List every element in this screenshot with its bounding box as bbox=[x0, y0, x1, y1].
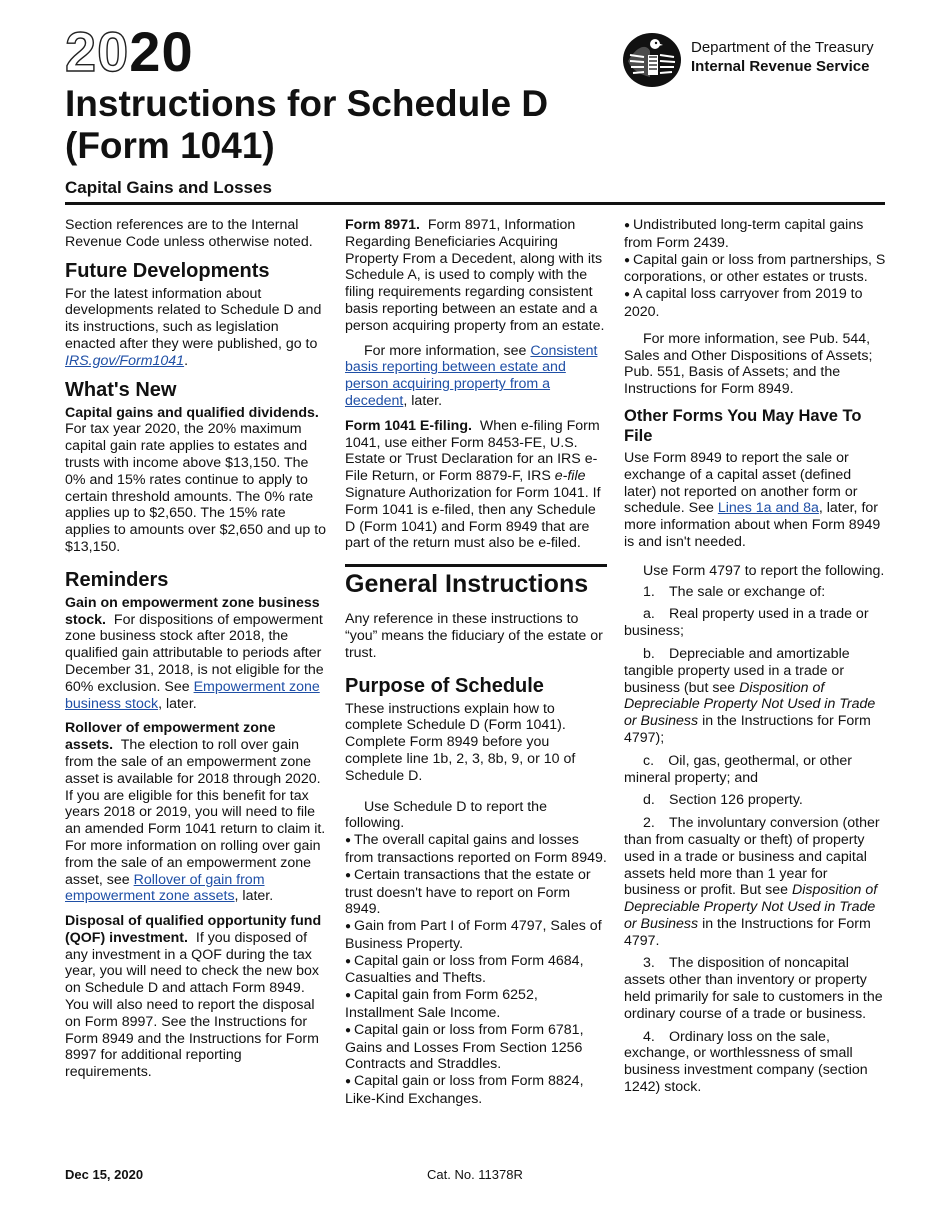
item-3: 3. The disposition of noncapital assets other than inventory or property held primarily for sale to customers in the ordinary course of a trade or business. bbox=[624, 955, 883, 1022]
item-b: b. Depreciable and amortizable tangible property used in a trade or business (but see Disposition of Depreciable Property Not Used in Trade or Business in the Instructions for Form 4797); bbox=[624, 645, 876, 746]
form-4797-text: Use Form 4797 to report the following. bbox=[643, 562, 885, 579]
more-info-paragraph: For more information, see Consistent basis reporting between estate and person acquiring property from a decedent, later. bbox=[345, 342, 598, 409]
form-year: 2020 bbox=[65, 20, 194, 83]
consistent-basis-link[interactable]: Consistent basis reporting between estate and person acquiring property from a decedent bbox=[345, 342, 598, 409]
other-forms-text: Use Form 8949 to report the sale or exchange of a capital asset (defined later) not reported on another form or schedule. See Lines 1a and 8a, later, for more information about when Form 8949 is and isn't needed. bbox=[624, 449, 881, 550]
heading-whats-new: What's New bbox=[65, 378, 177, 401]
item-a: a. Real property used in a trade or business; bbox=[624, 606, 869, 640]
item-4: 4. Ordinary loss on the sale, exchange, or worthlessness of small business investment company (section 1242) stock. bbox=[624, 1028, 868, 1096]
irs-eagle-logo-icon bbox=[622, 31, 686, 87]
agency-name: Department of the Treasury Internal Revenue Service bbox=[691, 39, 874, 75]
empowerment-zone-stock-link[interactable]: Empowerment zone business stock bbox=[65, 678, 320, 712]
form-8971-paragraph: Form 8971. Form 8971, Information Regarding Beneficiaries Acquiring Property From a Decedent, along with its Schedule A, is used to comply with the filing requirements regarding consistent basis reporting between an estate and a person acquiring property from an estate. bbox=[345, 217, 605, 334]
capital-gains-paragraph: Capital gains and qualified dividends. For tax year 2020, the 20% maximum capital gain rate applies to estates and trusts with income above $13,150. The 0% and 15% rates continue to apply to certain threshold amounts. The 0% rate applies up to $2,650. The 15% rate applies to amounts over $2,650 and up to $13,150. bbox=[65, 404, 327, 555]
item-2: 2. The involuntary conversion (other than from casualty or theft) of property used in a trade or business and capital assets held more than 1 year for business or profit. But see Disposition of Depreciable Property Not Used in Trade or Business in the Instructions for Form 4797. bbox=[624, 815, 880, 949]
irs-gov-form1041-link[interactable]: IRS.gov/Form1041 bbox=[65, 352, 185, 369]
empowerment-zone-paragraph: Gain on empowerment zone business stock. For dispositions of empowerment zone business stock after 2018, the qualified gain attributable to periods after December 31, 2018, is not eligible for the 60% exclusion. See Empowerment zone business stock, later. bbox=[65, 594, 324, 712]
rollover-paragraph: Rollover of empowerment zone assets. The election to roll over gain from the sale of an empowerment zone asset is available for 2018 through 2020. If you are eligible for this benefit for tax years 2018 or 2019, you will need to file an amended Form 1041 return to claim it. For more information on rolling over gain from the sale of an empowerment zone asset, see Rollover of gain from empowerment zone assets, later. bbox=[65, 720, 326, 905]
schedule-d-bullet-list-continued bbox=[624, 217, 886, 321]
qof-paragraph: Disposal of qualified opportunity fund (QOF) investment. If you disposed of any investment in a QOF during the tax year, you will need to check the new box on Schedule D and attach Form 8949. You will also need to report the disposal on Form 8997. See the Instructions for Form 8949 and the Instructions for Form 8997 for additional reporting requirements. bbox=[65, 913, 322, 1081]
list-item: ● The overall capital gains and losses from transactions reported on Form 8949. bbox=[345, 832, 607, 866]
heading-future-developments: Future Developments bbox=[65, 259, 270, 282]
efile-paragraph: Form 1041 E-filing. When e-filing Form 1041, use either Form 8453-FE, U.S. Estate or Trust Declaration for an IRS e-File Return, or Form 8879-F, IRS e-file Signature Authorization for Form 1041. If Form 1041 is e-filed, then any Schedule D (Form 1041) and Form 8949 that are part of the return must also be e-filed. bbox=[345, 417, 601, 552]
purpose-text: These instructions explain how to complete Schedule D (Form 1041). Complete Form 8949 before you complete line 1b, 2, 3, 8b, 9, or 10 of Schedule D. bbox=[345, 700, 576, 784]
item-1: 1. The sale or exchange of: bbox=[643, 583, 826, 600]
general-instructions-text: Any reference in these instructions to “you” means the fiduciary of the estate or trust. bbox=[345, 611, 603, 661]
footer-catalog-number: Cat. No. 11378R bbox=[427, 1167, 523, 1182]
list-item: ● Capital gain or loss from Form 6781, Gains and Losses From Section 1256 Contracts and Straddles. bbox=[345, 1021, 584, 1073]
footer-date: Dec 15, 2020 bbox=[65, 1167, 144, 1182]
header-rule bbox=[65, 202, 885, 205]
column-2 bbox=[345, 217, 607, 1116]
pub-reference-text: For more information, see Pub. 544, Sales and Other Dispositions of Assets; Pub. 551, Basis of Assets; and the Instructions for Form 8949. bbox=[624, 330, 873, 398]
column-3 bbox=[624, 217, 886, 1102]
heading-other-forms: Other Forms You May Have To File bbox=[624, 406, 862, 445]
heading-reminders: Reminders bbox=[65, 568, 169, 591]
list-item: ● Capital gain or loss from partnerships, S corporations, or other estates or trusts. bbox=[624, 251, 886, 286]
rollover-gain-link[interactable]: Rollover of gain from empowerment zone assets bbox=[65, 871, 265, 905]
intro-text: Section references are to the Internal Revenue Code unless otherwise noted. bbox=[65, 217, 313, 250]
lines-1a-8a-link[interactable]: Lines 1a and 8a bbox=[717, 500, 819, 517]
list-item: ● Capital gain from Form 6252, Installment Sale Income. bbox=[345, 987, 538, 1022]
heading-purpose-of-schedule: Purpose of Schedule bbox=[345, 674, 544, 697]
item-c: c. Oil, gas, geothermal, or other mineral property; and bbox=[624, 752, 852, 786]
subtitle: Capital Gains and Losses bbox=[65, 178, 272, 197]
list-item: ● Capital gain or loss from Form 4684, Casualties and Thefts. bbox=[345, 952, 584, 987]
item-d: d. Section 126 property. bbox=[643, 792, 803, 809]
page-title: Instructions for Schedule D (Form 1041) bbox=[65, 83, 549, 166]
list-item: ● Capital gain or loss from Form 8824, Like-Kind Exchanges. bbox=[345, 1073, 584, 1108]
list-item: ● A capital loss carryover from 2019 to 2020. bbox=[624, 286, 863, 320]
list-item: ● Undistributed long-term capital gains from Form 2439. bbox=[624, 217, 864, 251]
list-item: ● Certain transactions that the estate or trust doesn't have to report on Form 8949. bbox=[345, 866, 591, 918]
use-schedule-d-text: Use Schedule D to report the following. bbox=[345, 798, 547, 832]
column-1 bbox=[65, 217, 330, 1089]
list-item: ● Gain from Part I of Form 4797, Sales of Business Property. bbox=[345, 918, 602, 952]
heading-general-instructions: General Instructions bbox=[345, 564, 607, 599]
schedule-d-bullet-list bbox=[345, 832, 607, 1108]
future-developments-text: For the latest information about developments related to Schedule D and its instructions, such as legislation enacted after they were published, go to IRS.gov/Form1041. bbox=[65, 285, 322, 369]
